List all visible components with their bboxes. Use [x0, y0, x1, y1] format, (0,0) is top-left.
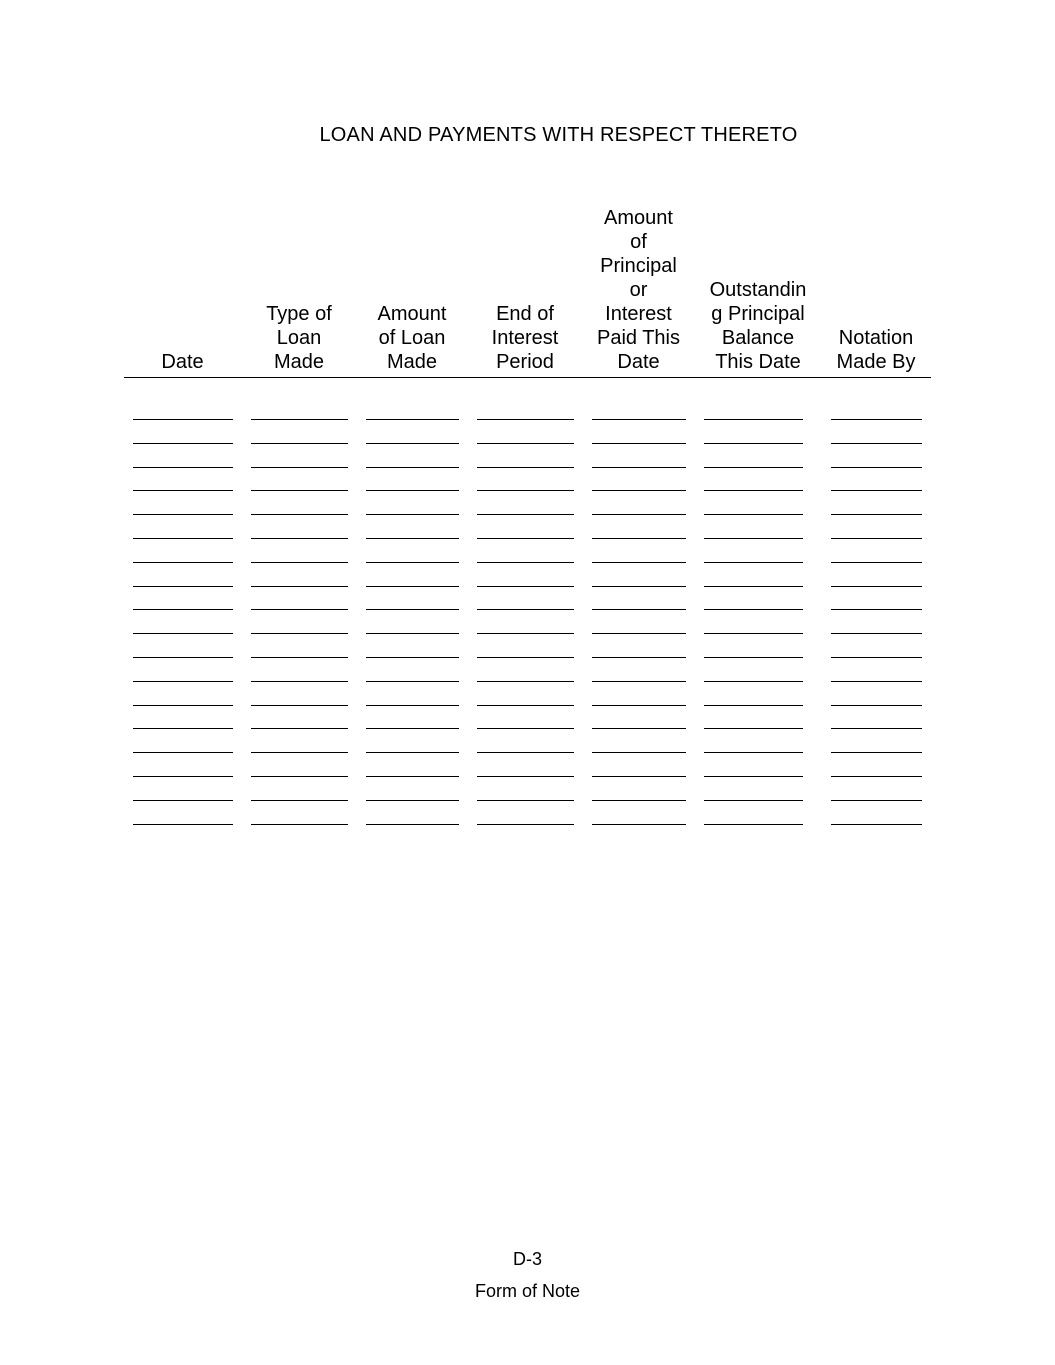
entry-blank-line [133, 705, 233, 706]
entry-blank-line [477, 633, 574, 634]
entry-blank-line [366, 705, 459, 706]
entry-blank-line [831, 657, 922, 658]
entry-blank-line [133, 633, 233, 634]
entry-blank-line [133, 538, 233, 539]
column-header-outstanding-balance: Outstandin g Principal Balance This Date [709, 279, 807, 373]
entry-blank-line [366, 419, 459, 420]
entry-blank-line [831, 562, 922, 563]
entry-blank-line [133, 562, 233, 563]
entry-blank-line [133, 776, 233, 777]
entry-blank-line [366, 728, 459, 729]
entry-blank-line [704, 705, 803, 706]
entry-blank-line [477, 514, 574, 515]
entry-blank-line [366, 514, 459, 515]
entry-blank-line [477, 467, 574, 468]
page-number: D-3 [512, 1249, 542, 1269]
entry-blank-line [133, 681, 233, 682]
entry-blank-line [366, 562, 459, 563]
entry-blank-line [592, 562, 686, 563]
entry-blank-line [831, 490, 922, 491]
entry-blank-line [592, 586, 686, 587]
form-name: Form of Note [474, 1281, 581, 1301]
entry-blank-line [592, 514, 686, 515]
column-header-end-of-interest-period: End of Interest Period [491, 303, 559, 373]
entry-blank-line [366, 538, 459, 539]
entry-blank-line [592, 609, 686, 610]
entry-blank-line [704, 467, 803, 468]
column-header-notation-made-by: Notation Made By [836, 327, 916, 373]
entry-blank-line [831, 586, 922, 587]
entry-blank-line [477, 800, 574, 801]
entry-blank-line [704, 728, 803, 729]
entry-blank-line [831, 824, 922, 825]
entry-blank-line [704, 586, 803, 587]
column-header-date: Date [161, 351, 204, 373]
entry-blank-line [704, 490, 803, 491]
entry-blank-line [704, 800, 803, 801]
entry-blank-line [477, 609, 574, 610]
entry-blank-line [477, 752, 574, 753]
entry-blank-line [704, 633, 803, 634]
entry-blank-line [831, 752, 922, 753]
page-title: LOAN AND PAYMENTS WITH RESPECT THERETO [319, 124, 798, 146]
entry-blank-line [366, 633, 459, 634]
entry-blank-line [251, 752, 348, 753]
entry-blank-line [251, 681, 348, 682]
entry-blank-line [477, 490, 574, 491]
entry-blank-line [592, 490, 686, 491]
entry-blank-line [477, 776, 574, 777]
entry-blank-line [704, 443, 803, 444]
entry-blank-line [704, 776, 803, 777]
entry-blank-line [592, 538, 686, 539]
entry-blank-line [704, 681, 803, 682]
entry-blank-line [133, 467, 233, 468]
entry-blank-line [133, 609, 233, 610]
entry-blank-line [831, 776, 922, 777]
entry-blank-line [251, 776, 348, 777]
entry-blank-line [251, 586, 348, 587]
entry-blank-line [831, 419, 922, 420]
entry-blank-line [251, 562, 348, 563]
entry-blank-line [366, 609, 459, 610]
entry-blank-line [831, 705, 922, 706]
entry-blank-line [477, 657, 574, 658]
entry-blank-line [477, 419, 574, 420]
entry-blank-line [251, 728, 348, 729]
entry-blank-line [477, 705, 574, 706]
entry-blank-line [133, 657, 233, 658]
entry-blank-line [133, 419, 233, 420]
entry-blank-line [133, 752, 233, 753]
entry-blank-line [366, 776, 459, 777]
entry-blank-line [831, 633, 922, 634]
entry-blank-line [831, 728, 922, 729]
column-header-amount-of-loan: Amount of Loan Made [377, 303, 447, 373]
entry-blank-line [251, 514, 348, 515]
entry-blank-line [831, 467, 922, 468]
entry-blank-line [366, 443, 459, 444]
entry-blank-line [831, 538, 922, 539]
entry-blank-line [592, 728, 686, 729]
entry-blank-line [704, 562, 803, 563]
entry-blank-line [592, 776, 686, 777]
entry-blank-line [592, 419, 686, 420]
entry-blank-line [831, 681, 922, 682]
entry-blank-line [592, 752, 686, 753]
entry-blank-line [366, 800, 459, 801]
entry-blank-line [477, 443, 574, 444]
entry-blank-line [251, 633, 348, 634]
entry-blank-line [704, 609, 803, 610]
entry-blank-line [133, 728, 233, 729]
entry-blank-line [592, 824, 686, 825]
entry-blank-line [831, 514, 922, 515]
entry-blank-line [704, 514, 803, 515]
entry-blank-line [831, 443, 922, 444]
entry-blank-line [366, 657, 459, 658]
entry-blank-line [251, 657, 348, 658]
entry-blank-line [592, 681, 686, 682]
entry-blank-line [477, 586, 574, 587]
table-header [124, 200, 931, 374]
entry-blank-line [133, 443, 233, 444]
entry-blank-line [592, 705, 686, 706]
entry-blank-line [592, 633, 686, 634]
entry-blank-line [592, 443, 686, 444]
entry-blank-line [251, 824, 348, 825]
entry-blank-line [251, 800, 348, 801]
entry-blank-line [133, 586, 233, 587]
entry-blank-line [366, 824, 459, 825]
entry-blank-line [704, 824, 803, 825]
entry-blank-line [477, 824, 574, 825]
entry-blank-line [366, 467, 459, 468]
entry-blank-line [251, 538, 348, 539]
entry-blank-line [477, 681, 574, 682]
entry-blank-line [592, 657, 686, 658]
entry-blank-line [477, 562, 574, 563]
entry-blank-line [251, 467, 348, 468]
entry-blank-line [251, 419, 348, 420]
entry-blank-line [704, 538, 803, 539]
column-header-amount-paid: Amount of Principal or Interest Paid This Date [596, 207, 680, 373]
entry-blank-line [133, 514, 233, 515]
entry-blank-line [477, 538, 574, 539]
entry-blank-line [366, 681, 459, 682]
entry-blank-line [704, 657, 803, 658]
entry-blank-line [592, 800, 686, 801]
entry-blank-line [366, 752, 459, 753]
entry-blank-line [251, 443, 348, 444]
entry-blank-line [366, 586, 459, 587]
entry-blank-line [704, 419, 803, 420]
entry-blank-line [251, 705, 348, 706]
entry-blank-line [133, 824, 233, 825]
entry-blank-line [831, 609, 922, 610]
entry-blank-line [704, 752, 803, 753]
entry-blank-line [133, 490, 233, 491]
entry-blank-line [133, 800, 233, 801]
entry-blank-line [251, 609, 348, 610]
entry-blank-line [366, 490, 459, 491]
entry-blank-line [477, 728, 574, 729]
entry-blank-line [831, 800, 922, 801]
header-divider [124, 377, 931, 378]
entry-blank-line [251, 490, 348, 491]
entry-blank-line [592, 467, 686, 468]
column-header-type-of-loan: Type of Loan Made [266, 303, 332, 373]
